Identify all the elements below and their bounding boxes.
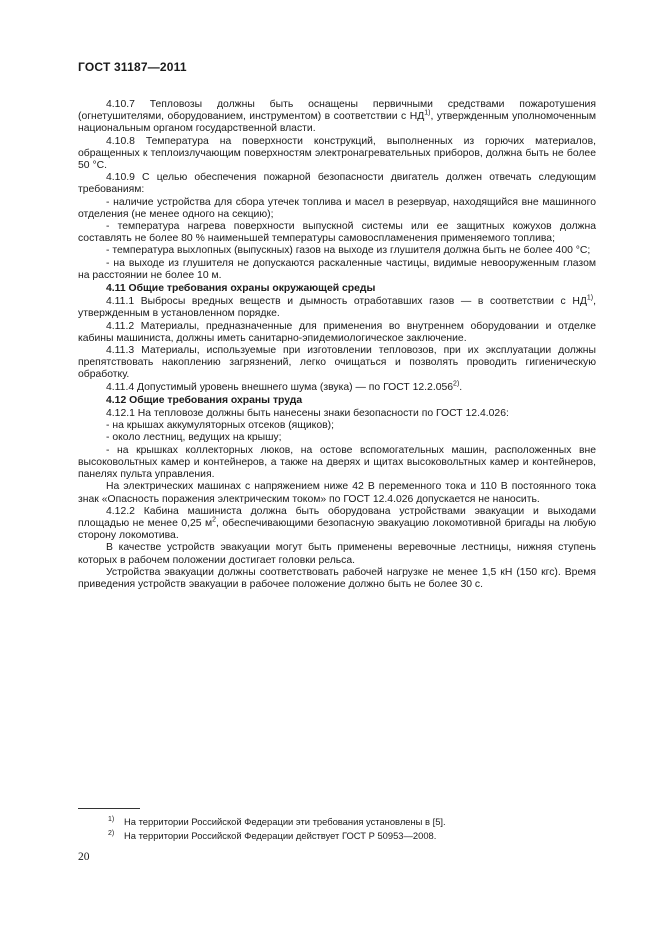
paragraph-4-11-1: 4.11.1 Выбросы вредных веществ и дымность отработавших газов — в соответствии с НД$^{1)}$, утвержденным в установленном порядке. [78, 294, 596, 320]
list-item: - на выходе из глушителя не допускаются раскаленные частицы, видимые невооруженным глазом на расстоянии не более 10 м. [78, 257, 596, 281]
paragraph-4-11-2: 4.11.2 Материалы, предназначенные для применения во внутреннем оборудовании и отделке кабины машиниста, должны иметь санитарно-эпидемиологическое заключение. [78, 320, 596, 344]
footnote-ref: 1) [586, 294, 594, 302]
document-header: ГОСТ 31187—2011 [78, 60, 187, 74]
paragraph-4-10-8: 4.10.8 Температура на поверхности конструкций, выполненных из горючих материалов, обращенных к теплоизлучающим поверхностям электронагревательных приборов, должна быть не более 50 °С. [78, 135, 596, 172]
paragraph-4-11-3: 4.11.3 Материалы, используемые при изготовлении тепловозов, при их эксплуатации должны препятствовать накоплению загрязнений, легко очищаться и позволять проводить гигиеническую обработку. [78, 345, 596, 381]
list-item: - наличие устройства для сбора утечек топлива и масел в резервуар, находящийся вне машинного отделения (не менее одного на секцию); [78, 196, 596, 220]
paragraph-electrical: На электрических машинах с напряжением ниже 42 В переменного тока и 110 В постоянного тока знак «Опасность поражения электрическим током» по ГОСТ 12.4.026 допускается не наносить. [78, 481, 596, 505]
footnote-ref: 1) [424, 109, 431, 117]
footnote-ref: 2) [453, 380, 460, 388]
list-item: - на крышках коллекторных люков, на остове вспомогательных машин, расположенных вне высоковольтных камер и контейнеров, а также на дверях и щитах высоковольтных камер и контейнеров, панелях пульта управления. [78, 444, 596, 481]
list-item: - температура выхлопных (выпускных) газов на выходе из глушителя должна быть не более 400 °С; [106, 245, 591, 257]
list-item: - температура нагрева поверхности выпускной системы или ее защитных кожухов должна составлять не более 80 % наименьшей температуры самовоспламенения применяемого топлива; [78, 221, 596, 245]
footnote: 1) На территории Российской Федерации эти требования установлены в [5]. [108, 816, 446, 827]
superscript: 2 [212, 516, 217, 524]
section-heading-4-11: 4.11 Общие требования охраны окружающей среды [106, 283, 376, 295]
page-number: 20 [78, 851, 90, 863]
footnotes [78, 815, 596, 843]
document-body [78, 99, 596, 591]
paragraph-evacuation: В качестве устройств эвакуации могут быть применены веревочные лестницы, нижняя ступень которых в рабочем положении достигает головки рельса. [78, 542, 596, 566]
list-item: - около лестниц, ведущих на крышу; [106, 432, 282, 444]
section-heading-4-12: 4.12 Общие требования охраны труда [106, 394, 303, 406]
list-item: - на крышах аккумуляторных отсеков (ящиков); [106, 420, 334, 432]
footnote: 2) На территории Российской Федерации действует ГОСТ Р 50953—2008. [108, 830, 437, 841]
paragraph-load: Устройства эвакуации должны соответствовать рабочей нагрузке не менее 1,5 кН (150 кгс). Время приведения устройств эвакуации в рабочее положение должно быть не более 30 с. [78, 566, 596, 590]
footnote-divider [78, 808, 140, 809]
paragraph-4-11-4: 4.11.4 Допустимый уровень внешнего шума (звука) — по ГОСТ 12.2.056$^{2)}$. [106, 380, 463, 393]
paragraph-4-12-2: 4.12.2 Кабина машиниста должна быть оборудована устройствами эвакуации и выходами площадью не менее 0,25 $м^2$, обеспечивающими безопасную эвакуацию локомотивной бригады на любую сторону локомотива. [78, 505, 596, 542]
paragraph-4-12-1: 4.12.1 На тепловозе должны быть нанесены знаки безопасности по ГОСТ 12.4.026: [106, 408, 509, 420]
paragraph-4-10-7: 4.10.7 Тепловозы должны быть оснащены первичными средствами пожаротушения (огнетушителями, оборудованием, инструментом) в соответствии с НД$^{1)}$, утвержденным уполномоченным национальным органом государственной власти. [78, 99, 596, 135]
paragraph-4-10-9: 4.10.9 С целью обеспечения пожарной безопасности двигатель должен отвечать следующим требованиям: [78, 172, 596, 196]
